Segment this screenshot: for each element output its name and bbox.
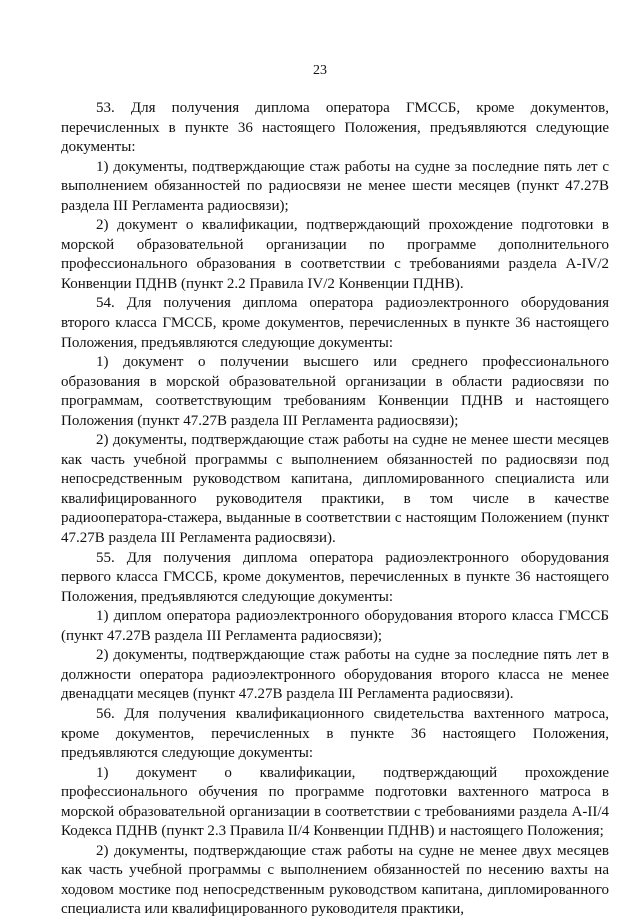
- paragraph-56-item-2: 2) документы, подтверждающие стаж работы на судне не менее двух месяцев как часть учебной программы с выполнением обязанностей по несению вахты на ходовом мостике под непосредственным руководством капитана, дипломированного специалиста или квалифицированного руководителя практики,: [61, 842, 609, 918]
- paragraph-56: 56. Для получения квалификационного свидетельства вахтенного матроса, кроме документов, перечисленных в пункте 36 настоящего Положения, предъявляются следующие документы:: [61, 705, 609, 762]
- paragraph-55-item-1: 1) диплом оператора радиоэлектронного оборудования второго класса ГМССБ (пункт 47.27В раздела III Регламента радиосвязи);: [61, 608, 609, 644]
- paragraph-54: 54. Для получения диплома оператора радиоэлектронного оборудования второго класса ГМССБ, кроме документов, перечисленных в пункте 36 настоящего Положения, предъявляются следующие документы:: [61, 295, 609, 351]
- page-number: 23: [313, 63, 327, 78]
- paragraph-53-item-2: 2) документ о квалификации, подтверждающий прохождение подготовки в морской образовательной организации по программе дополнительного профессионального образования в соответствии с требованиями раздела A-IV/2 Конвенции ПДНВ (пункт 2.2 Правила IV/2 Конвенции ПДНВ).: [61, 217, 609, 292]
- paragraph-56-item-1: 1) документ о квалификации, подтверждающий прохождение профессионального обучения по программе подготовки вахтенного матроса в морской образовательной организации в соответствии с требованиями раздела A-II/4 Кодекса ПДНВ (пункт 2.3 Правила II/4 Конвенции ПДНВ) и настоящего Положения;: [61, 764, 609, 840]
- paragraph-54-item-2: 2) документы, подтверждающие стаж работы на судне не менее шести месяцев как часть учебной программы с выполнением обязанностей по радиосвязи под непосредственным руководством капитана, дипломированного специалиста или квалифицированного руководителя практики, в том числе в качестве радиооператора-стажера, выданные в соответствии с настоящим Положением (пункт 47.27В раздела III Регламента радиосвязи).: [61, 432, 609, 547]
- paragraph-53-item-1: 1) документы, подтверждающие стаж работы на судне за последние пять лет с выполнением обязанностей по радиосвязи не менее шести месяцев (пункт 47.27В раздела III Регламента радиосвязи);: [61, 158, 609, 214]
- paragraph-55-item-2: 2) документы, подтверждающие стаж работы на судне за последние пять лет в должности оператора радиоэлектронного оборудования второго класса не менее двенадцати месяцев (пункт 47.27В раздела III Регламента радиосвязи).: [61, 647, 609, 703]
- document-body: [61, 99, 609, 920]
- paragraph-54-item-1: 1) документ о получении высшего или среднего профессионального образования в морской образовательной организации в области радиосвязи по программам, соответствующим требованиям Конвенции ПДНВ и настоящего Положения (пункт 47.27В раздела III Регламента радиосвязи);: [61, 354, 609, 429]
- paragraph-55: 55. Для получения диплома оператора радиоэлектронного оборудования первого класса ГМССБ, кроме документов, перечисленных в пункте 36 настоящего Положения, предъявляются следующие документы:: [61, 549, 609, 605]
- paragraph-53: 53. Для получения диплома оператора ГМССБ, кроме документов, перечисленных в пункте 36 настоящего Положения, предъявляются следующие документы:: [61, 100, 609, 156]
